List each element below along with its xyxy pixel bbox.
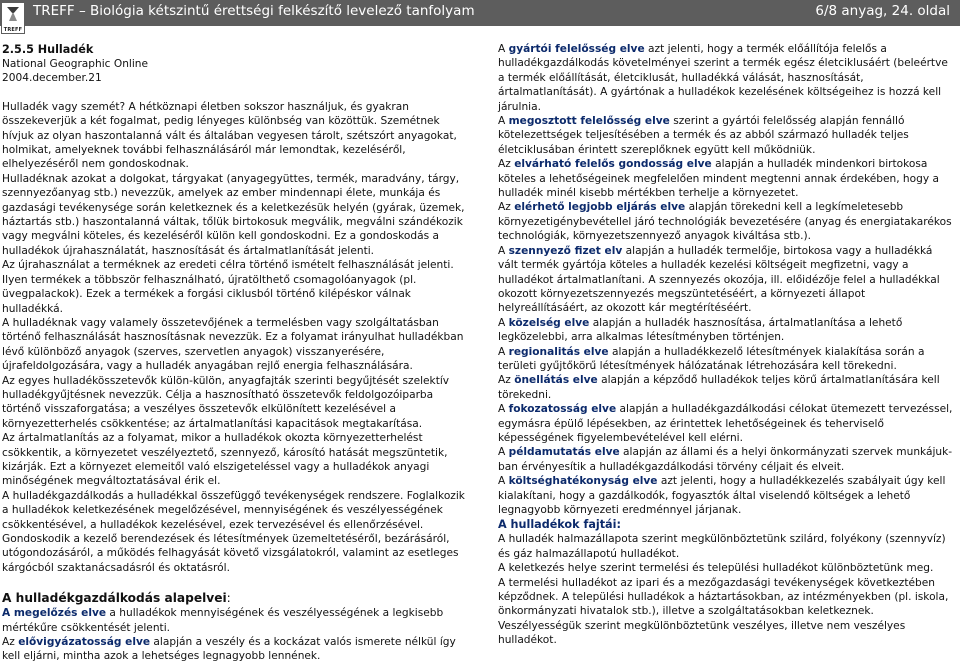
principle-term: szennyező fizet elv (508, 244, 623, 257)
principle-term: megosztott felelősség elve (508, 115, 670, 128)
principle-term: A megelőzés elve (2, 607, 107, 620)
principle-item (498, 157, 954, 200)
type-paragraph: A hulladék halmazállapota szerint megkülönböztetünk szilárd, folyékony (szennyvíz) és gáz halmazállapotú hulladékot. (498, 533, 946, 560)
principles-heading-text: A hulladékgazdálkodás alapelvei (2, 591, 227, 606)
type-paragraph: Veszélyességük szerint megkülönböztetünk veszélyes, illetve nem veszélyes hulladékot. (498, 619, 906, 647)
principles-heading (2, 590, 468, 606)
type-paragraph: A termelési hulladékot az ipari és a mezőgazdasági tevékenységek következtében képződnek. A települési hulladékok a háztartásokban, az intézményekben (pl. iskola, önkormányzati hivatalok stb.), illetve a szolgáltatásokban keletkeznek. (498, 576, 949, 618)
types-heading: A hulladékok fajtái: (498, 518, 621, 532)
paragraph: Hulladéknak azokat a dolgokat, tárgyakat (anyagegyüttes, termék, maradvány, tárgy, szennyezőanyag stb.) nevezzük, amelyek az ember mindennapi élete, munkája és gazdasági tevékenysége során keletkeznek és a keletkezésük helyén (gyárak, üzemek, háztartás stb.) haszontalanná váltak, tőlük birtokosuk megválik, megválni szándékozik vagy megválni köteles, és kezeléséről külön kell gondoskodni. Ez a gondoskodás a hulladékok újrahasználatát, hasznosítását és ártalmatlanítását jelenti. (2, 172, 465, 257)
principle-text: alapján a veszély és a kockázat valós ismerete nélkül így kell eljárni, mintha azok a lehetséges legnagyobb lennének. (2, 636, 456, 663)
principle-text: szerint a gyártói felelősség alapján fennálló kötelezettségek teljesítésében a termék és az abból származó hulladék teljes életciklusában érintett szereplőknek együtt kell működniük. (498, 115, 909, 156)
paragraph: Az újrahasználat a terméknek az eredeti célra történő ismételt felhasználását jelenti. Ilyen termékek a többször felhasználható, újratölthető csomagolóanyagok (pl. üvegpalackok). Ezek a termékek a forgási ciklusból történő kilépéskor válnak hulladékká. (2, 259, 454, 315)
principle-term: közelség elve (508, 316, 590, 329)
principle-item (498, 373, 954, 402)
principle-item (498, 345, 954, 374)
principle-lead: A (498, 43, 509, 55)
principle-lead: A (498, 446, 509, 459)
page-header (0, 0, 960, 33)
treff-logo-icon (4, 4, 22, 24)
paragraph: A hulladéknak vagy valamely összetevőjének a termelésben vagy szolgáltatásban történő felhasználását hasznosításnak nevezzük. Ez a folyamat irányulhat hulladékban lévő különböző anyagok (szerves, szervetlen anyagok) visszanyerésére, újrafeldolgozására, vagy a hulladék anyagában rejlő energia felhasználására. (2, 316, 464, 373)
principle-text: azt jelenti, hogy a termék előállítója felelős a hulladékgazdálkodás követelményei szerint a termék egész életciklusáért (beleértve a termék előállítását, életciklusát, hulladékká válását, hasznosítását, ártalmatlanítását). A gyártónak a hulladékok kezelésének költségeihez is hozzá kell járulnia. (498, 43, 948, 113)
principle-lead: A (498, 345, 509, 358)
principle-text: alapján a hulladék mindenkori birtokosa köteles a lehetőségeinek megfelelően mindent megtenni annak érdekében, hogy a hulladék minél kisebb mértékben terhelje a környezetet. (498, 158, 939, 200)
date-line: 2004.december.21 (2, 72, 102, 85)
principle-term: regionalitás elve (508, 345, 609, 358)
principle-item (498, 474, 954, 517)
principle-item (498, 114, 954, 157)
principle-item (498, 402, 954, 445)
principle-term: fokozatosság elve (508, 403, 617, 416)
section-title: 2.5.5 Hulladék (2, 43, 94, 56)
principle-lead: Az (498, 374, 515, 387)
paragraph: Az ártalmatlanítás az a folyamat, mikor a hulladékok okozta környezetterhelést csökkentik, a környezetet veszélyeztető, szennyező, károsító hatását megszüntetik, kizárják. Ezt a környezet elemeitől való elszigeteléssel vagy a hulladékok anyagi minőségének megváltoztatásával érik el. (2, 432, 448, 488)
principle-lead: A (498, 316, 509, 329)
paragraph: Az egyes hulladékösszetevők külön-külön, anyagfajták szerinti begyűjtését szelektív hulladékgyűjtésnek nevezzük. Célja a hasznosítható összetevők feldolgozóiparba történő visszaforgatása; a veszélyes összetevők elkülönített kezelésével a környezetterhelés csökkentése; az ártalmatlanítási kapacitások megtakarítása. (2, 374, 450, 430)
principle-term: önellátás elve (514, 374, 598, 387)
header-page-info: 6/8 anyag, 24. oldal (815, 3, 950, 19)
principle-item (498, 316, 954, 345)
logo-text: TREFF (3, 27, 23, 33)
principle-text: azt jelenti, hogy a hulladékkezelés szabályait úgy kell kialakítani, hogy a gazdálkodók, fogyasztók által viselendő költségek a lehető legnagyobb környezeti eredménnyel járjanak. (498, 475, 946, 516)
principle-item (498, 244, 954, 316)
header-title: TREFF – Biológia kétszintű érettségi felkészítő levelező tanfolyam (33, 3, 475, 19)
principle-item (2, 606, 468, 635)
source-line: National Geographic Online (2, 58, 149, 70)
principle-term: gyártói felelősség elve (508, 43, 645, 55)
principle-text: alapján a hulladékkezelő létesítmények kialakítása során a területi gyűjtőkörű létesítmények hálózatának létrehozására kell törekedni. (498, 345, 925, 372)
left-column (2, 42, 468, 664)
principle-lead: A (498, 244, 509, 257)
principle-term: elvárható felelős gondosság elve (514, 158, 712, 171)
principle-item (498, 42, 954, 114)
principle-item (2, 635, 468, 664)
principle-lead: A (498, 403, 509, 416)
principle-term: elővigyázatosság elve (18, 636, 151, 649)
principle-lead: A (498, 475, 509, 488)
principle-text: a hulladékok mennyiségének és veszélyességének a legkisebb mértékűre csökkentését jelenti. (2, 607, 444, 634)
principle-lead: A (498, 115, 509, 128)
principle-lead: Az (498, 201, 515, 214)
principle-term: elérhető legjobb eljárás elve (514, 201, 686, 214)
principle-item (498, 445, 954, 474)
principle-text: alapján a képződő hulladékok teljes körű ártalmatlanítására kell törekedni. (498, 374, 940, 401)
treff-logo (1, 2, 25, 34)
principles-heading-colon: : (226, 591, 231, 606)
principle-lead: Az (2, 636, 19, 649)
principle-text: alapján a hulladék termelője, birtokosa vagy a hulladékká vált termék gyártója köteles a hulladék kezelési költségeit megfizetni, vagy a hulladékot ártalmatlanítani. A szennyezés okozója, ill. előidézője felel a hulladékkal okozott környezetszennyezés megszüntetéséért, a környezeti állapot helyreállításáért, az okozott kár megtérítéséért. (498, 244, 940, 315)
paragraph: Hulladék vagy szemét? A hétköznapi életben sokszor használjuk, és gyakran összekeverjük a két fogalmat, pedig lényeges különbség van közöttük. Szemétnek hívjuk az olyan haszontalanná vált és általában vegyesen tárolt, szétszórt anyagokat, holmikat, amelyeknek további felhasználásáról már lemondtak, kezeléséről, elhelyezéséről nem gondoskodnak. (2, 100, 457, 171)
principle-item (498, 200, 954, 243)
type-paragraph: A keletkezés helye szerint termelési és települési hulladékot különböztetünk meg. (498, 562, 934, 575)
principle-text: alapján a hulladékgazdálkodási célokat ütemezett tervezéssel, egymásra épülő lépésekben, az érintettek lehetőségeinek és teherviselő képességének figyelembevételével kell elérni. (498, 403, 953, 444)
principle-text: alapján a hulladék hasznosítása, ártalmatlanítása a lehető legközelebbi, arra alkalmas létesítményben történjen. (498, 316, 903, 344)
right-column (498, 42, 954, 648)
principle-text: alapján törekedni kell a legkímeletesebb környezetigénybevétellel járó technológiák bevezetésére (anyag és energiatakarékos technológiák, környezetszennyező anyagok kiváltása stb.). (498, 201, 952, 243)
principle-lead: Az (498, 158, 515, 171)
principle-term: költséghatékonyság elve (508, 475, 658, 488)
principle-term: példamutatás elve (508, 446, 620, 459)
paragraph: A hulladékgazdálkodás a hulladékkal összefüggő tevékenységek rendszere. Foglalkozik a hulladékok keletkezésének megelőzésével, mennyiségének és veszélyességének csökkentésével, a hulladékok kezelésével, ezek tervezésével és ellenőrzésével. Gondoskodik a kezelő berendezések és létesítmények üzemeltetéséről, bezárásáról, utógondozásáról, a működés felhagyását követő vizsgálatokról, valamint az esetleges kárgócból szaktanácsadásról és oktatásról. (2, 489, 465, 574)
principle-text: alapján az állami és a helyi önkormányzati szervek munkájuk-ban érvényesítik a hulladékgazdálkodási törvény céljait és elveit. (498, 446, 953, 473)
